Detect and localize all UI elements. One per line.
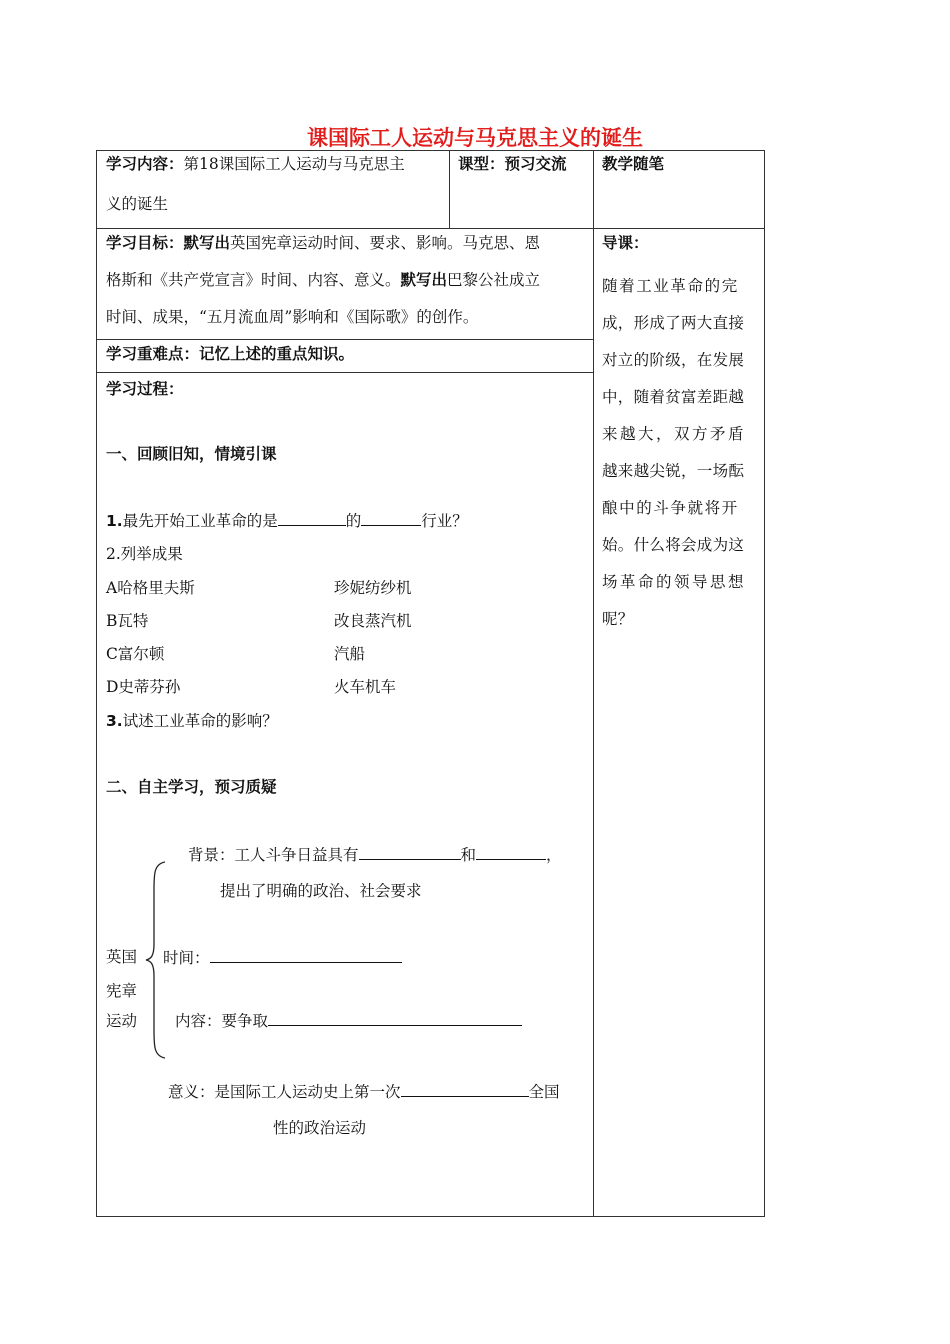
brace-label-line-2: 宪章 [106,982,138,1000]
row-divider [96,339,594,340]
answer-blank[interactable] [210,947,402,963]
meaning-line [168,1081,560,1102]
time-line [163,947,402,968]
notes-column-divider [593,150,594,1217]
intro-line: 酿中的斗争就将开 [602,499,739,517]
table-right-border [764,150,765,1217]
brace-label-line-3: 运动 [106,1012,138,1030]
table-top-border [96,150,765,151]
goals-line-2 [106,270,540,290]
row-divider [96,372,594,373]
background-line [188,844,562,865]
question-number: 3. [106,712,123,730]
inventor: D史蒂芬孙 [106,678,181,696]
intro-line: 随着工业革命的完 [602,277,739,295]
intro-text [602,268,756,638]
question-1 [106,510,468,531]
intro-line: 成，形成了两大直接 [602,314,745,332]
content-label: 学习内容： [106,155,184,173]
question-text: 试述工业革命的影响？ [122,712,278,730]
inventor: B瓦特 [106,612,149,630]
answer-blank[interactable] [401,1081,529,1097]
goals-text: 巴黎公社成立 [447,271,541,289]
content-line [175,1010,522,1031]
intro-line: 场革命的领导思想 [602,573,747,591]
answer-blank[interactable] [476,844,546,860]
table-left-border [96,150,97,1217]
goals-line-1 [106,233,540,253]
content-text: 第18课国际工人运动与马克思主 [183,155,405,173]
row-divider [96,228,765,229]
diagram-text: 和 [460,846,477,864]
answer-blank[interactable] [361,510,421,526]
key-points: 学习重难点：记忆上述的重点知识。 [106,345,355,363]
intro-line: 始。什么将会成为这 [602,536,745,554]
question-2: 2.列举成果 [106,545,183,563]
brace-label-line-1: 英国 [106,948,138,966]
meaning-line-2: 性的政治运动 [273,1119,367,1137]
answer-blank[interactable] [278,510,346,526]
diagram-text: 内容：要争取 [175,1012,269,1030]
goals-line-3: 时间、成果，“五月流血周”影响和《国际歌》的创作。 [106,308,479,326]
question-number: 1. [106,512,123,530]
type-column-divider [449,150,450,228]
answer-blank[interactable] [359,844,461,860]
diagram-text: 时间： [163,949,210,967]
diagram-text: 背景：工人斗争日益具有 [188,846,359,864]
content-text-line2: 义的诞生 [106,195,169,213]
section-heading-2: 二、自主学习，预习质疑 [106,778,277,796]
question-text: 的 [345,512,362,530]
section-heading-1: 一、回顾旧知，情境引课 [106,445,277,463]
table-bottom-border [96,1216,765,1217]
diagram-text: 全国 [528,1083,560,1101]
inventor: A哈格里夫斯 [106,579,195,597]
invention: 火车机车 [334,678,397,696]
page-title: 课国际工人运动与马克思主义的诞生 [307,126,643,150]
process-label: 学习过程： [106,380,184,398]
diagram-text: ， [546,846,562,864]
goals-text: 英国宪章运动时间、要求、影响。马克思、恩 [230,234,541,252]
intro-line: 呢？ [602,610,634,628]
intro-line: 越来越尖锐，一场酝 [602,462,745,480]
intro-line: 中，随着贫富差距越 [602,388,745,406]
inventor: C富尔顿 [106,645,165,663]
invention: 汽船 [334,645,366,663]
lesson-type: 课型：预习交流 [458,155,567,173]
notes-heading: 教学随笔 [602,155,665,173]
goals-emphasis: 默写出 [400,271,448,289]
question-3 [106,711,278,731]
goals-text: 格斯和《共产党宣言》时间、内容、意义。 [106,271,401,289]
intro-label: 导课： [602,234,649,252]
diagram-text: 意义：是国际工人运动史上第一次 [168,1083,401,1101]
question-text: 最先开始工业革命的是 [122,512,278,530]
question-text: 行业？ [421,512,468,530]
goals-emphasis: 默写出 [183,234,231,252]
invention: 珍妮纺纱机 [334,579,412,597]
intro-line: 对立的阶级，在发展 [602,351,745,369]
content-row [106,154,405,174]
background-line-2: 提出了明确的政治、社会要求 [220,882,422,900]
intro-line: 来越大，双方矛盾 [602,425,747,443]
goals-label: 学习目标： [106,234,184,252]
invention: 改良蒸汽机 [334,612,412,630]
answer-blank[interactable] [268,1010,522,1026]
